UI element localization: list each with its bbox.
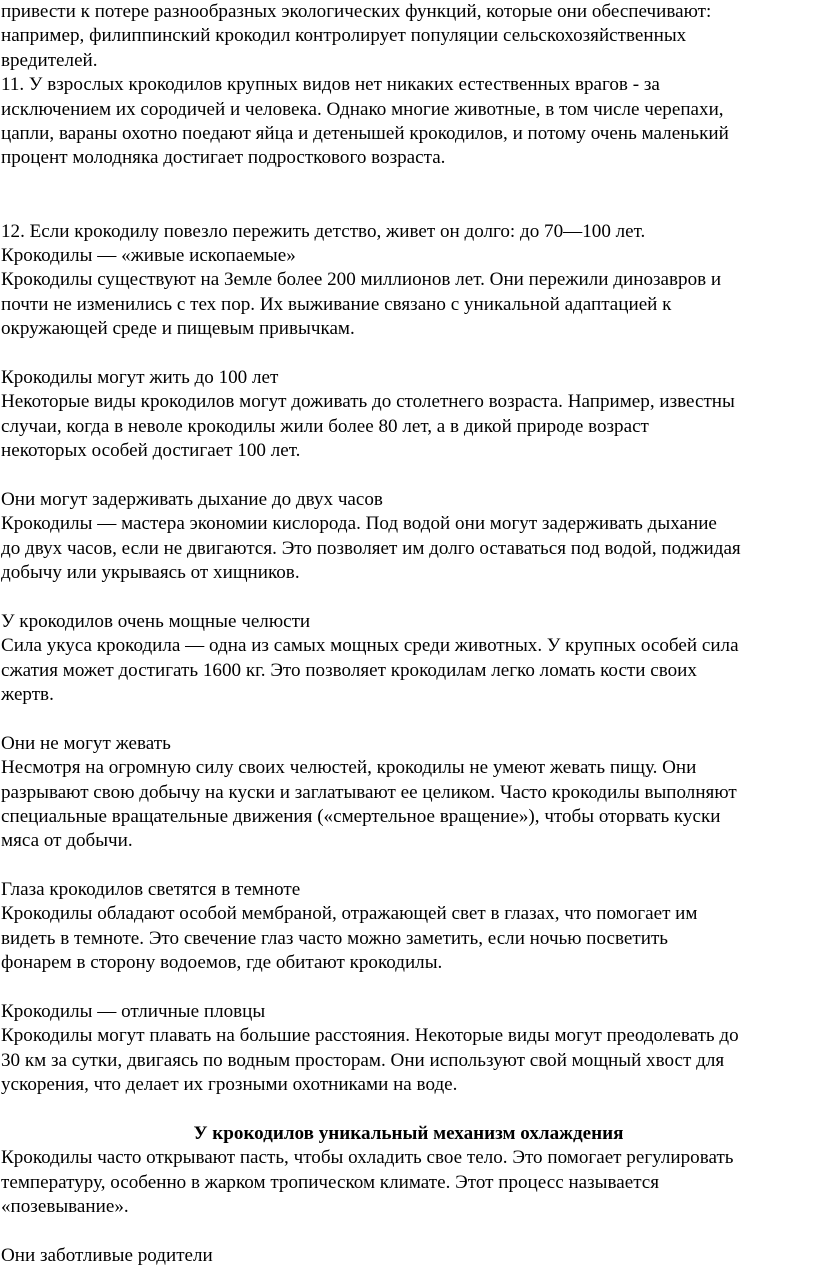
text-line: Крокодилы — мастера экономии кислорода. Под водой они могут задерживать дыхание xyxy=(1,513,717,535)
section-title: Глаза крокодилов светятся в темноте xyxy=(1,879,301,901)
text-line: разрывают свою добычу на куски и заглатывают ее целиком. Часто крокодилы выполняют xyxy=(1,781,737,803)
text-line: ускорения, что делает их грозными охотниками на воде. xyxy=(1,1074,458,1096)
text-line: мяса от добычи. xyxy=(1,830,133,852)
section-title: Они могут задерживать дыхание до двух часов xyxy=(1,488,383,510)
spacer xyxy=(1,854,816,878)
text-line: некоторых особей достигает 100 лет. xyxy=(1,440,301,462)
text-line: Сила укуса крокодила — одна из самых мощных среди животных. У крупных особей сила xyxy=(1,635,739,657)
section-no-chewing xyxy=(1,732,816,854)
text-line: добычу или укрываясь от хищников. xyxy=(1,561,300,583)
text-line: Некоторые виды крокодилов могут доживать до столетнего возраста. Например, известны xyxy=(1,391,735,413)
section-title: Крокодилы — «живые ископаемые» xyxy=(1,244,296,266)
section-breath-holding xyxy=(1,488,816,586)
section-heading-bold: У крокодилов уникальный механизм охлаждения xyxy=(193,1122,624,1144)
section-jaws xyxy=(1,610,816,708)
text-line: процент молодняка достигает подросткового возраста. xyxy=(1,147,446,169)
spacer xyxy=(1,463,816,487)
text-line: фонарем в сторону водоемов, где обитают крокодилы. xyxy=(1,952,443,974)
spacer xyxy=(1,171,816,195)
text-line: Несмотря на огромную силу своих челюстей, крокодилы не умеют жевать пищу. Они xyxy=(1,757,697,779)
text-line: до двух часов, если не двигаются. Это позволяет им долго оставаться под водой, поджидая xyxy=(1,537,741,559)
section-title: Они не могут жевать xyxy=(1,732,171,754)
text-line: 12. Если крокодилу повезло пережить детство, живет он долго: до 70—100 лет. xyxy=(1,220,646,242)
text-line: например, филиппинский крокодил контролирует популяции сельскохозяйственных xyxy=(1,25,687,47)
text-line: Крокодилы существуют на Земле более 200 миллионов лет. Они пережили динозавров и xyxy=(1,269,722,291)
section-cooling xyxy=(1,1122,816,1220)
text-line: окружающей среде и пищевым привычкам. xyxy=(1,318,355,340)
paragraph-11 xyxy=(1,73,816,171)
section-swimmers xyxy=(1,1000,816,1098)
section-title: Крокодилы — отличные пловцы xyxy=(1,1001,266,1023)
text-line: почти не изменились с тех пор. Их выживание связано с уникальной адаптацией к xyxy=(1,293,672,315)
text-line: 11. У взрослых крокодилов крупных видов нет никаких естественных врагов - за xyxy=(1,74,660,96)
text-line: сжатия может достигать 1600 кг. Это позволяет крокодилам легко ломать кости своих xyxy=(1,659,697,681)
text-line: специальные вращательные движения («смертельное вращение»), чтобы оторвать куски xyxy=(1,805,721,827)
text-line: привести к потере разнообразных экологических функций, которые они обеспечивают: xyxy=(1,1,712,22)
text-line: жертв. xyxy=(1,683,54,705)
section-parents xyxy=(1,1244,816,1268)
section-title: Они заботливые родители xyxy=(1,1244,213,1266)
section-living-fossils xyxy=(1,244,816,342)
section-title: Крокодилы могут жить до 100 лет xyxy=(1,366,279,388)
text-line: 30 км за сутки, двигаясь по водным просторам. Они используют свой мощный хвост для xyxy=(1,1049,725,1071)
spacer xyxy=(1,585,816,609)
spacer xyxy=(1,1220,816,1244)
spacer xyxy=(1,195,816,219)
spacer xyxy=(1,1098,816,1122)
spacer xyxy=(1,976,816,1000)
spacer xyxy=(1,341,816,365)
section-lifespan xyxy=(1,366,816,464)
text-line: Крокодилы обладают особой мембраной, отражающей свет в глазах, что помогает им xyxy=(1,903,698,925)
section-title: У крокодилов очень мощные челюсти xyxy=(1,610,311,632)
text-line: «позевывание». xyxy=(1,1196,129,1218)
text-line: цапли, вараны охотно поедают яйца и детенышей крокодилов, и потому очень маленький xyxy=(1,122,729,144)
text-line: случаи, когда в неволе крокодилы жили более 80 лет, а в дикой природе возраст xyxy=(1,415,649,437)
text-line: температуру, особенно в жарком тропическом климате. Этот процесс называется xyxy=(1,1171,660,1193)
spacer xyxy=(1,707,816,731)
text-line: Крокодилы могут плавать на большие расстояния. Некоторые виды могут преодолевать до xyxy=(1,1025,739,1047)
text-line: вредителей. xyxy=(1,49,98,71)
text-line: Крокодилы часто открывают пасть, чтобы охладить свое тело. Это помогает регулировать xyxy=(1,1147,734,1169)
paragraph-intro xyxy=(1,0,816,73)
text-line: видеть в темноте. Это свечение глаз часто можно заметить, если ночью посветить xyxy=(1,927,669,949)
text-line: исключением их сородичей и человека. Однако многие животные, в том числе черепахи, xyxy=(1,98,724,120)
section-glowing-eyes xyxy=(1,878,816,976)
paragraph-12 xyxy=(1,220,816,244)
